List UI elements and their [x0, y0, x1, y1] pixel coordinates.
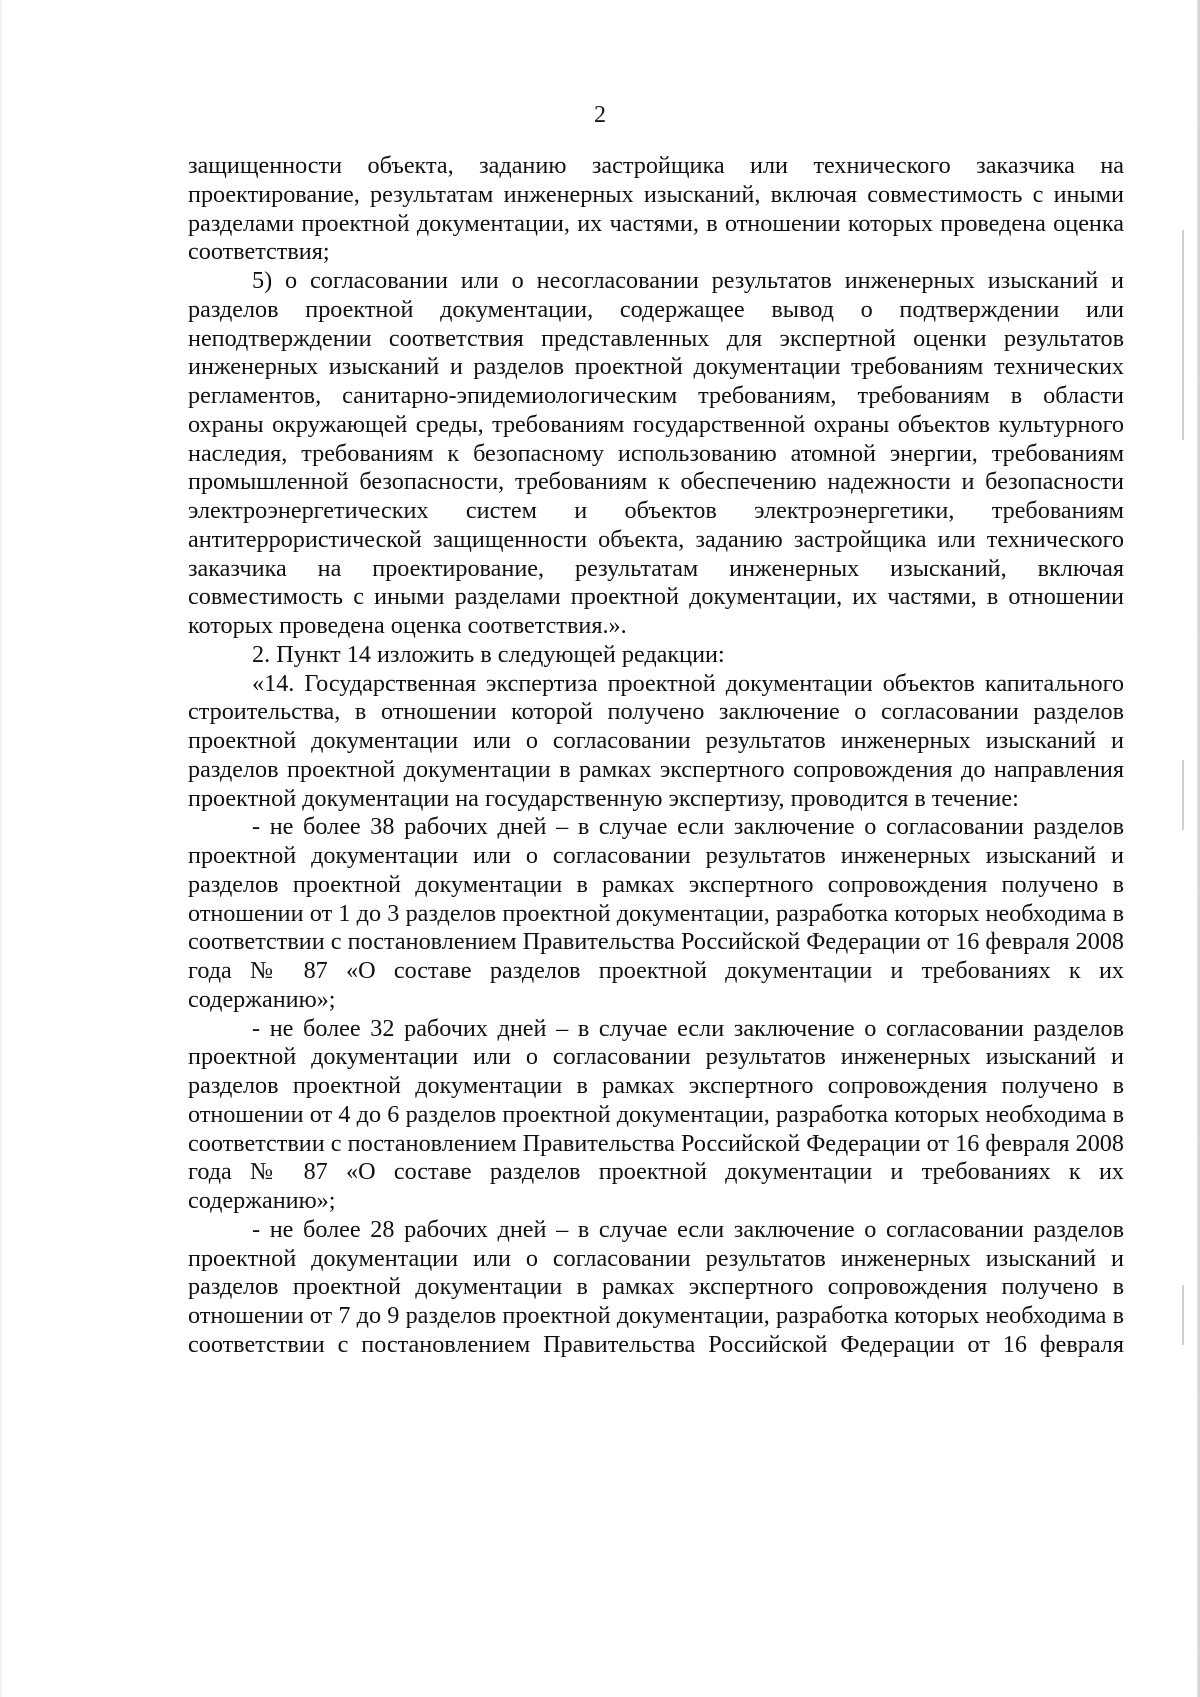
scan-margin-mark — [1182, 1285, 1184, 1345]
paragraph: - не более 38 рабочих дней – в случае если заключение о согласовании разделов проектной документации или о согласовании результатов инженерных изысканий и разделов проектной документации в рамках экспертного сопровождения получено в отношении от 1 до 3 разделов проектной документации, разработка которых необходима в соответствии с постановлением Правительства Российской Федерации от 16 февраля 2008 года № 87 «О составе разделов проектной документации и требованиях к их содержанию»; — [188, 813, 1124, 1013]
page-number: 2 — [594, 102, 606, 128]
scan-margin-mark — [1182, 230, 1184, 440]
paragraph: 5) о согласовании или о несогласовании результатов инженерных изысканий и разделов проектной документации, содержащее вывод о подтверждении или неподтверждении соответствия представленных для экспертной оценки результатов инженерных изысканий и разделов проектной документации требованиям технических регламентов, санитарно-эпидемиологическим требованиям, требованиям в области охраны окружающей среды, требованиям государственной охраны объектов культурного наследия, требованиям к безопасному использованию атомной энергии, требованиям промышленной безопасности, требованиям к обеспечению надежности и безопасности электроэнергетических систем и объектов электроэнергетики, требованиям антитеррористической защищенности объекта, заданию застройщика или технического заказчика на проектирование, результатам инженерных изысканий, включая совместимость с иными разделами проектной документации, их частями, в отношении которых проведена оценка соответствия.». — [188, 267, 1124, 639]
scan-margin-mark — [1182, 760, 1184, 830]
paragraph: «14. Государственная экспертиза проектной документации объектов капитального строительства, в отношении которой получено заключение о согласовании разделов проектной документации или о согласовании результатов инженерных изысканий и разделов проектной документации в рамках экспертного сопровождения до направления проектной документации на государственную экспертизу, проводится в течение: — [188, 669, 1124, 812]
scan-left-edge — [0, 0, 2, 1697]
document-body — [188, 152, 1124, 1360]
paragraph: - не более 32 рабочих дней – в случае если заключение о согласовании разделов проектной документации или о согласовании результатов инженерных изысканий и разделов проектной документации в рамках экспертного сопровождения получено в отношении от 4 до 6 разделов проектной документации, разработка которых необходима в соответствии с постановлением Правительства Российской Федерации от 16 февраля 2008 года № 87 «О составе разделов проектной документации и требованиях к их содержанию»; — [188, 1014, 1124, 1214]
paragraph: защищенности объекта, заданию застройщика или технического заказчика на проектирование, результатам инженерных изысканий, включая совместимость с иными разделами проектной документации, их частями, в отношении которых проведена оценка соответствия; — [188, 152, 1124, 266]
paragraph: - не более 28 рабочих дней – в случае если заключение о согласовании разделов проектной документации или о согласовании результатов инженерных изысканий и разделов проектной документации в рамках экспертного сопровождения получено в отношении от 7 до 9 разделов проектной документации, разработка которых необходима в соответствии с постановлением Правительства Российской Федерации от 16 февраля — [188, 1215, 1124, 1358]
paragraph: 2. Пункт 14 изложить в следующей редакции: — [252, 640, 725, 668]
